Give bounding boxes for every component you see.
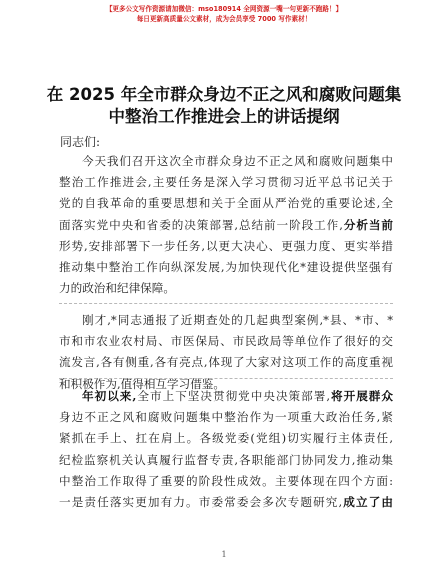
paragraph-line [59, 492, 393, 513]
title-line-2: 中整治工作推进会上的讲话提纲 [108, 107, 340, 126]
paragraph-line: 纪检监察机关认真履行监督专责,各职能部门协同发力,推动集 [59, 452, 393, 467]
paragraph-line: 中整治工作取得了重要的阶段性成效。主要体现在四个方面: [59, 473, 393, 488]
paragraph-line: 形势,安排部署下一步任务,以更大决心、更强力度、更实举措 [59, 238, 393, 253]
paragraph-line: 推动集中整治工作向纵深发展,为加快现代化*建设提供坚强有 [59, 260, 393, 275]
paragraph-line: 今天我们召开这次全市群众身边不正之风和腐败问题集中 [82, 154, 393, 168]
paragraph-line: 整治工作推进会,主要任务是深入学习贯彻习近平总书记关于 [59, 175, 393, 190]
title-line-1: 在 2025 年全市群众身边不正之风和腐败问题集 [46, 85, 402, 104]
paragraph-line: 身边不正之风和腐败问题集中整治作为一项重大政治任务,紧 [59, 410, 393, 425]
document-title [46, 84, 402, 128]
text-run: 一是责任落实更加有力。市委常委会多次专题研究, [59, 495, 343, 510]
bold-text-run: 将开展群众 [330, 389, 393, 403]
paragraph-line: 紧抓在手上、扛在肩上。各级党委(党组)切实履行主体责任, [59, 431, 393, 446]
text-run: 全市上下坚决贯彻党中央决策部署, [136, 389, 331, 403]
paragraph-line: 流发言,各有侧重,各有亮点,体现了大家对这项工作的高度重视 [59, 355, 393, 370]
paragraph-divider [59, 303, 393, 304]
page-number: 1 [221, 550, 227, 559]
paragraph-line: 和积极作为,值得相互学习借鉴。 [59, 376, 225, 391]
bold-text-run: 成立了由 [342, 495, 393, 510]
paragraph-line: 市和市农业农村局、市医保局、市民政局等单位作了很好的交 [59, 334, 393, 349]
promo-banner [0, 4, 448, 24]
salutation: 同志们: [60, 135, 101, 149]
paragraph-2 [59, 310, 393, 395]
paragraph-3 [59, 386, 393, 513]
bold-text-run: 年初以来, [82, 389, 137, 403]
paragraph-divider [59, 378, 393, 379]
paragraph-1 [59, 151, 393, 299]
paragraph-line: 力的政治和纪律保障。 [59, 281, 175, 296]
text-run: 面落实党中央和省委的决策部署,总结前一阶段工作, [59, 217, 343, 232]
paragraph-line [59, 215, 393, 236]
paragraph-line: 刚才,*同志通报了近期查处的几起典型案例,*县、*市、* [82, 313, 393, 327]
bold-text-run: 分析当前 [342, 217, 393, 232]
paragraph-line [59, 386, 393, 407]
paragraph-line: 党的自我革命的重要思想和关于全面从严治党的重要论述,全 [59, 196, 393, 211]
promo-banner-line-2: 每日更新高质量公文素材，成为会员享受 7000 写作素材！ [136, 15, 312, 23]
promo-banner-line-1: 【更多公文写作资源请加微信：mso180914 全网资源一嘴一句更新不跑路！】 [105, 5, 343, 13]
